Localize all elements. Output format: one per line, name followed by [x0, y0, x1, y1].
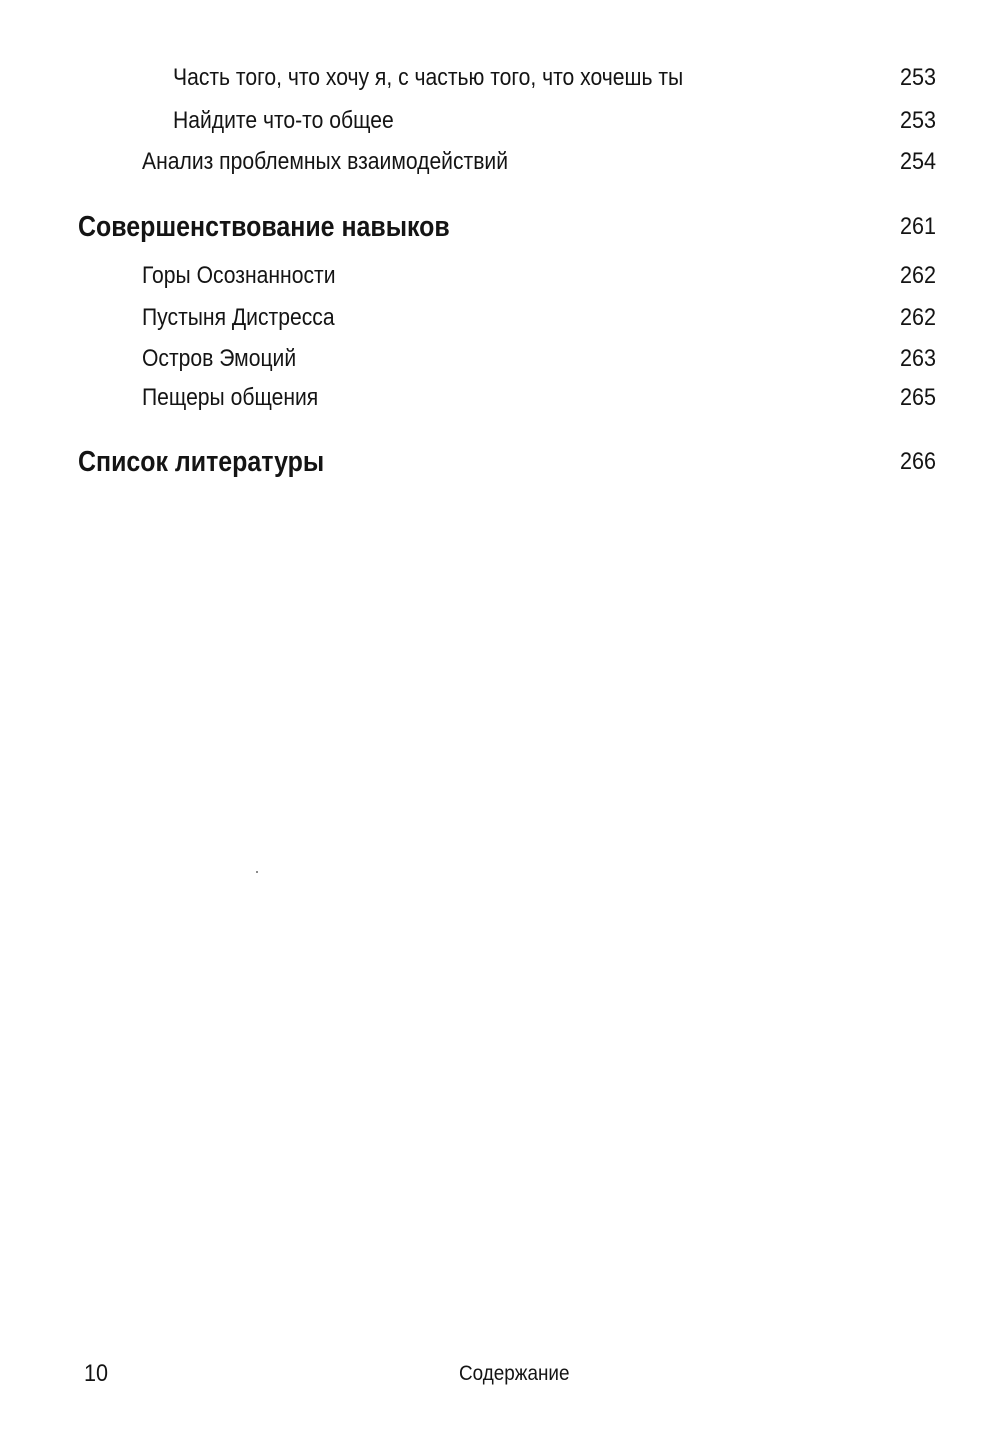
toc-section-title: Список литературы — [78, 446, 325, 478]
toc-entry-title: Анализ проблемных взаимодействий — [142, 148, 509, 175]
toc-entry-page: 263 — [899, 345, 936, 372]
running-title: Содержание — [459, 1362, 570, 1385]
toc-section-heading — [0, 442, 1000, 482]
toc-entry-page: 253 — [899, 107, 936, 134]
toc-entry-title: Пустыня Дистресса — [142, 304, 335, 331]
toc-entry — [0, 256, 1000, 296]
toc-entry-page: 262 — [899, 304, 936, 331]
toc-entry-page: 261 — [899, 213, 936, 240]
page-number: 10 — [84, 1360, 109, 1387]
toc-entry — [0, 378, 1000, 418]
toc-section-heading — [0, 207, 1000, 247]
toc-entry-title: Остров Эмоций — [142, 345, 297, 372]
toc-entry-title: Найдите что-то общее — [173, 107, 394, 134]
toc-entry — [0, 142, 1000, 182]
toc-entry-page: 253 — [899, 64, 936, 91]
toc-entry-page: 262 — [899, 262, 936, 289]
toc-entry-page: 266 — [899, 448, 936, 475]
toc-entry-page: 254 — [899, 148, 936, 175]
toc-entry — [0, 101, 1000, 141]
toc-entry — [0, 339, 1000, 379]
scan-speck — [256, 871, 258, 873]
toc-entry-title: Пещеры общения — [142, 384, 319, 411]
toc-entry — [0, 58, 1000, 98]
toc-entry — [0, 298, 1000, 338]
toc-entry-title: Часть того, что хочу я, с частью того, что хочешь ты — [173, 64, 684, 91]
toc-section-title: Совершенствование навыков — [78, 211, 450, 243]
toc-entry-page: 265 — [899, 384, 936, 411]
toc-entry-title: Горы Осознанности — [142, 262, 336, 289]
